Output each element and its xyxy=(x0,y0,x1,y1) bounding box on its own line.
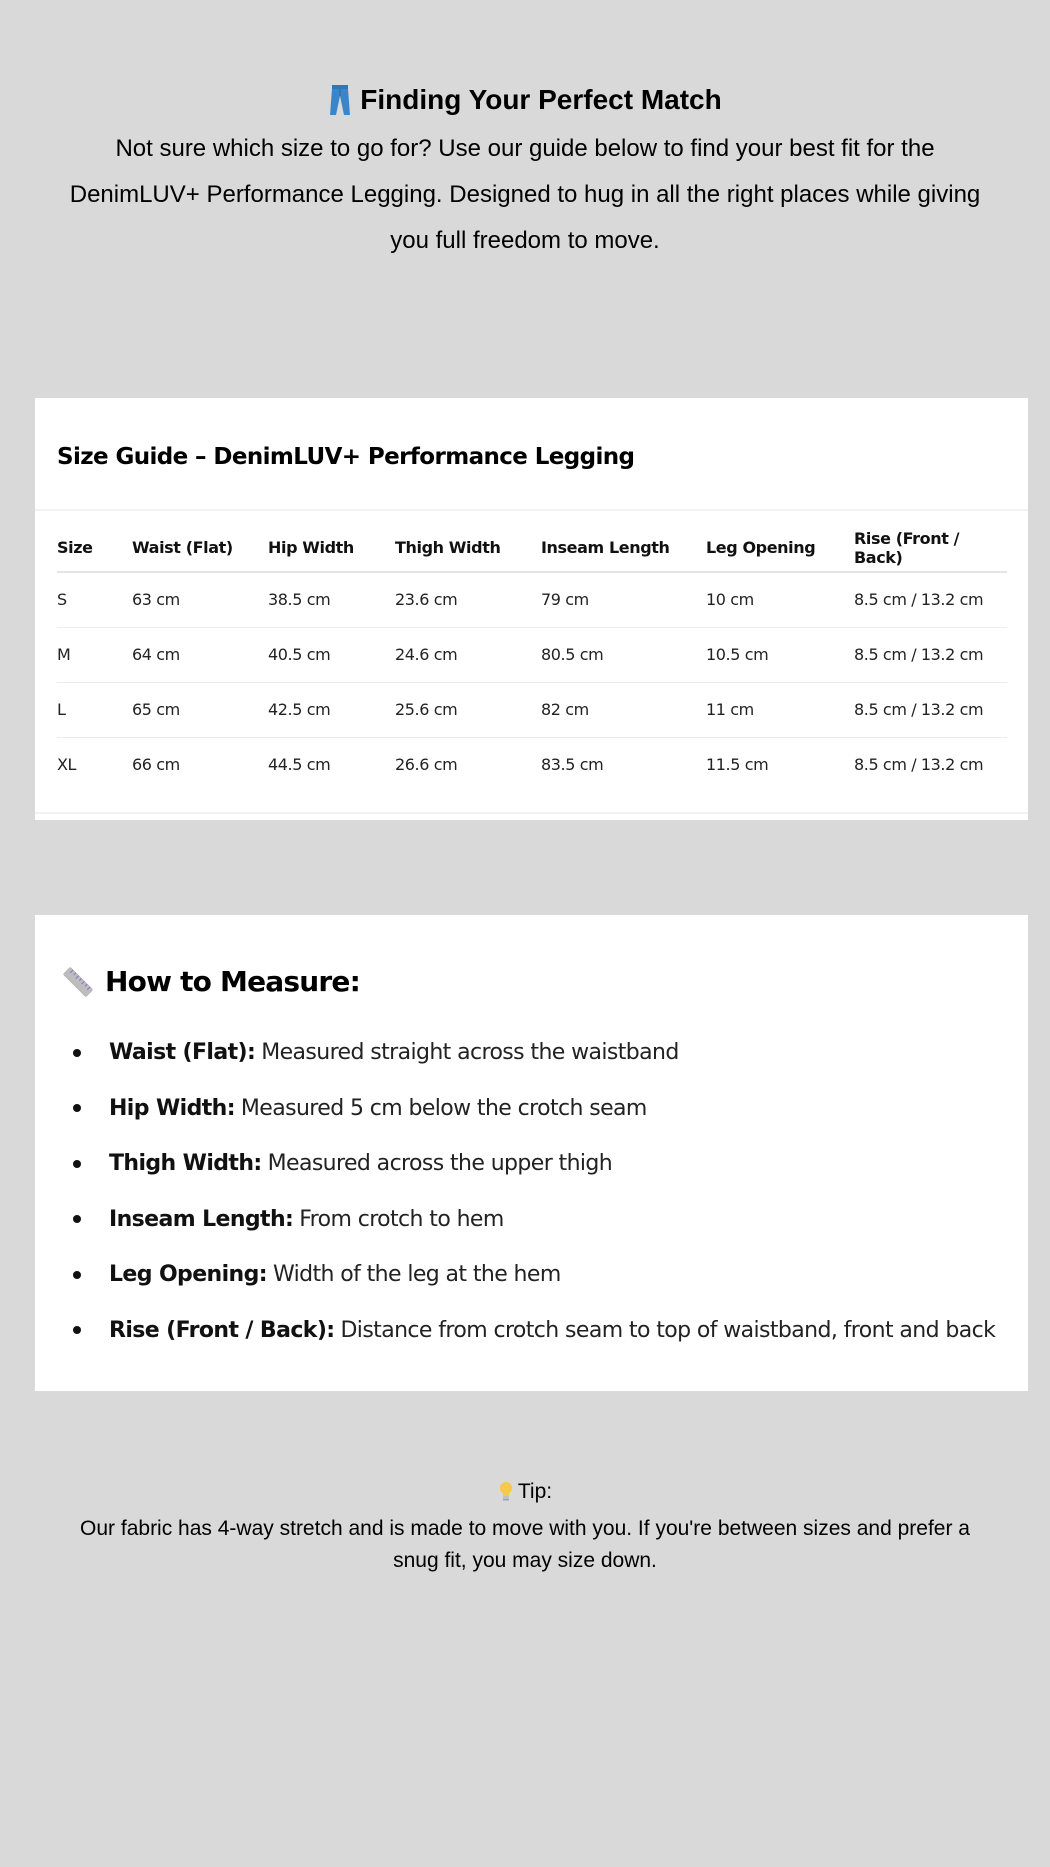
table-cell: 63 cm xyxy=(132,572,268,627)
how-to-measure-card xyxy=(35,915,1028,1391)
table-cell: 44.5 cm xyxy=(268,755,331,775)
bullet-icon xyxy=(73,1049,81,1057)
table-cell: 40.5 cm xyxy=(268,627,395,682)
table-cell: 79 cm xyxy=(541,572,706,627)
table-cell: 24.6 cm xyxy=(395,627,541,682)
measure-term: Thigh Width: xyxy=(109,1151,262,1177)
column-header: Waist (Flat) xyxy=(132,524,268,572)
table-cell: 80.5 cm xyxy=(541,627,706,682)
bullet-icon xyxy=(73,1104,81,1112)
table-cell: XL xyxy=(57,755,77,775)
tip-text: Our fabric has 4-way stretch and is made to move with you. If you're between sizes and prefer a snug fit, you may size down. xyxy=(80,1517,970,1572)
bullet-icon xyxy=(73,1160,81,1168)
bullet-icon xyxy=(73,1271,81,1279)
table-cell: M xyxy=(57,627,132,682)
measure-term: Waist (Flat): xyxy=(109,1040,256,1066)
how-to-measure-title: How to Measure: xyxy=(105,965,360,998)
measure-list xyxy=(71,1025,1018,1358)
bullet-icon xyxy=(73,1215,81,1223)
intro-heading xyxy=(328,78,721,122)
table-cell: 42.5 cm xyxy=(268,682,395,737)
column-header: Leg Opening xyxy=(706,524,854,572)
list-item xyxy=(71,1025,1018,1081)
table-cell: 8.5 cm / 13.2 cm xyxy=(854,682,1007,737)
table-cell: 38.5 cm xyxy=(268,572,395,627)
intro-section xyxy=(50,78,1000,264)
list-item xyxy=(71,1136,1018,1192)
table-cell: 25.6 cm xyxy=(395,682,541,737)
measure-term: Inseam Length: xyxy=(109,1206,294,1232)
tip-heading xyxy=(498,1476,552,1508)
intro-text: Not sure which size to go for? Use our guide below to find your best fit for the DenimLUV+ Performance Legging. Designed to hug in all the right places while giving you full freedom to move. xyxy=(69,135,981,254)
table-cell: 23.6 cm xyxy=(395,572,541,627)
column-header: Inseam Length xyxy=(541,524,706,572)
tip-section xyxy=(60,1476,990,1577)
table-cell: 82 cm xyxy=(541,682,706,737)
measure-term: Leg Opening: xyxy=(109,1262,267,1288)
bullet-icon xyxy=(73,1326,81,1334)
table-row xyxy=(57,627,1007,682)
column-header: Size xyxy=(57,524,132,572)
table-cell: 65 cm xyxy=(132,682,268,737)
table-cell: 8.5 cm / 13.2 cm xyxy=(854,627,1007,682)
list-item xyxy=(71,1247,1018,1303)
how-to-measure-heading xyxy=(63,965,360,998)
lightbulb-icon xyxy=(498,1481,514,1503)
table-cell: 83.5 cm xyxy=(541,755,604,775)
table-cell: 26.6 cm xyxy=(395,755,458,775)
table-cell: 10 cm xyxy=(706,572,854,627)
measure-desc: Measured 5 cm below the crotch seam xyxy=(240,1095,647,1121)
table-cell: 10.5 cm xyxy=(706,627,854,682)
jeans-icon xyxy=(328,84,352,116)
measure-term: Hip Width: xyxy=(109,1095,235,1121)
table-cell: 8.5 cm / 13.2 cm xyxy=(854,572,1007,627)
list-item xyxy=(71,1081,1018,1137)
list-item xyxy=(71,1303,1018,1359)
size-table xyxy=(57,524,1007,792)
size-guide-card xyxy=(35,398,1028,820)
table-cell: 64 cm xyxy=(132,627,268,682)
table-cell: 66 cm xyxy=(132,755,180,775)
ruler-icon xyxy=(63,967,93,997)
table-row xyxy=(57,572,1007,627)
measure-desc: Measured straight across the waistband xyxy=(261,1040,679,1066)
table-row xyxy=(57,737,1007,792)
column-header: Hip Width xyxy=(268,524,395,572)
measure-desc: From crotch to hem xyxy=(299,1206,504,1232)
divider xyxy=(35,812,1028,814)
table-cell: 11 cm xyxy=(706,682,854,737)
measure-desc: Distance from crotch seam to top of waistband, front and back xyxy=(340,1317,996,1343)
table-cell: 11.5 cm xyxy=(706,755,769,775)
size-guide-title: Size Guide – DenimLUV+ Performance Legging xyxy=(57,444,635,470)
table-cell: L xyxy=(57,682,132,737)
table-cell: S xyxy=(57,572,132,627)
measure-term: Rise (Front / Back): xyxy=(109,1317,335,1343)
list-item xyxy=(71,1192,1018,1248)
intro-title: Finding Your Perfect Match xyxy=(360,84,722,115)
measure-desc: Measured across the upper thigh xyxy=(267,1151,613,1177)
table-cell: 8.5 cm / 13.2 cm xyxy=(854,755,984,775)
column-header: Thigh Width xyxy=(395,524,541,572)
column-header: Rise (Front / Back) xyxy=(854,524,1007,572)
tip-label: Tip: xyxy=(517,1480,553,1503)
measure-desc: Width of the leg at the hem xyxy=(272,1262,561,1288)
table-row xyxy=(57,682,1007,737)
table-header-row xyxy=(57,524,1007,572)
divider xyxy=(35,509,1028,511)
